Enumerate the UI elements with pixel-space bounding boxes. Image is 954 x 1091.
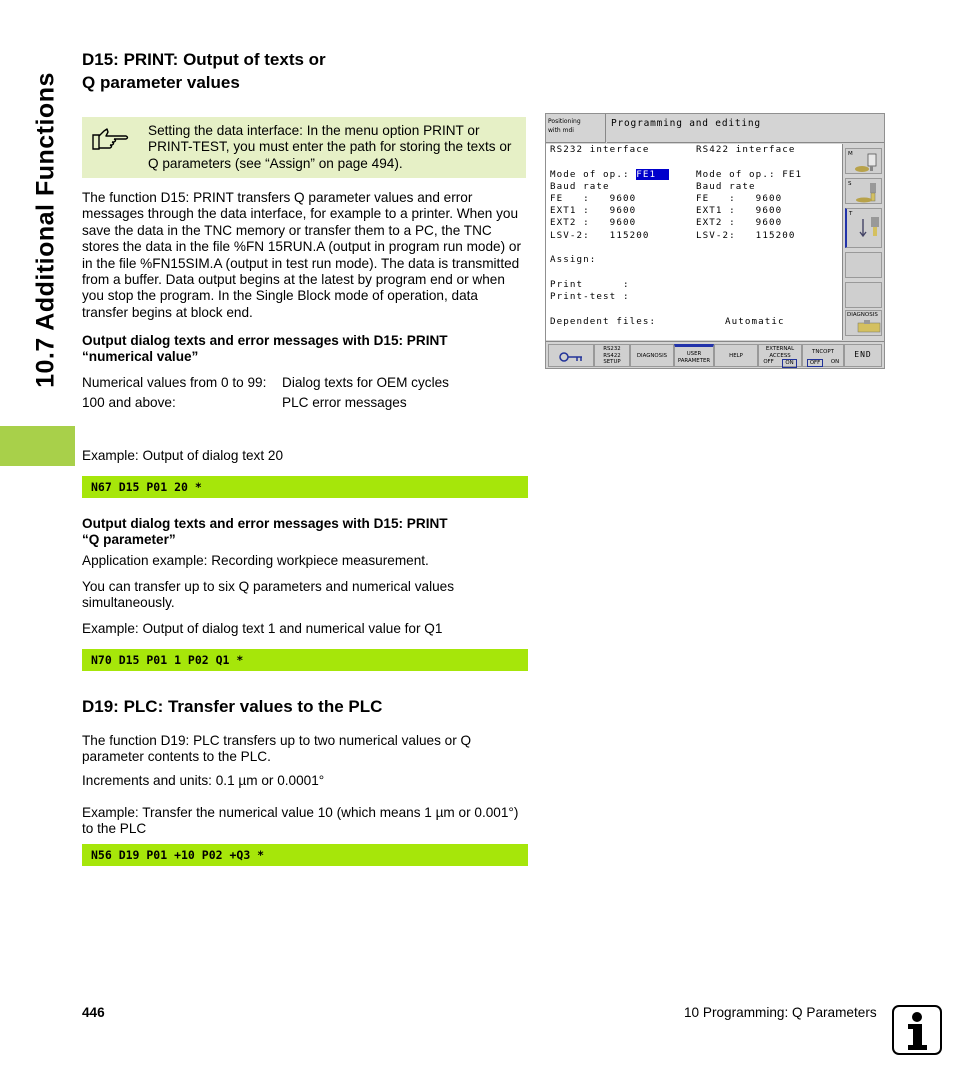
rs422-lsv-row: LSV-2: 115200 [696,230,796,241]
rs232-mode-row [550,169,669,180]
table-range-0: Numerical values from 0 to 99: [82,375,267,390]
example1-caption: Example: Output of dialog text 20 [82,448,284,463]
table-desc-1: PLC error messages [282,395,407,410]
side-key-blank-1[interactable] [845,252,882,278]
paragraph-d19-intro: The function D19: PLC transfers up to two numerical values or Q parameter contents to the PLC. [82,733,472,765]
rs232-mode-label: Mode of op.: [550,169,630,180]
rs422-header: RS422 interface [696,144,796,155]
softkey-end[interactable] [844,344,882,367]
softkey-rs-setup[interactable] [594,344,630,367]
rs422-baud-label: Baud rate [696,181,756,192]
rs422-ext2-row: EXT2 : 9600 [696,217,783,228]
softkey-user-l1: USER [686,351,702,357]
screen-main-area [546,144,843,340]
softkey-external-access[interactable] [758,344,802,367]
page-number: 446 [82,1005,105,1020]
softkey-help[interactable] [714,344,758,367]
screen-mode-indicator [546,114,606,143]
softkey-diagnosis[interactable] [630,344,674,367]
table-range-1: 100 and above: [82,395,176,410]
note-box [82,117,526,178]
heading-d15 [82,48,326,94]
rs232-header: RS232 interface [550,144,650,155]
chapter-footer: 10 Programming: Q Parameters [684,1005,877,1020]
subheading2-line1: Output dialog texts and error messages with D15: PRINT [82,516,448,531]
heading-d15-line1: D15: PRINT: Output of texts or [82,50,326,69]
softkey-rs-l2: RS422 [603,352,621,359]
code-block-1: N67 D15 P01 20 * [82,476,528,498]
softkey-user-parameter[interactable] [674,344,714,367]
tool-icon [854,183,880,203]
softkey-rs-l3: SETUP [603,359,621,365]
subheading1-line2: “numerical value” [82,349,199,365]
rs232-ext2-row: EXT2 : 9600 [550,217,637,228]
rs232-baud-label: Baud rate [550,181,610,192]
paragraph-d15-intro: The function D15: PRINT transfers Q parameter values and error messages through the data interface, for example to a printer. When you save the data in the TNC memory or transfer them to a PC, the TNC stores the data in the file %FN 15RUN.A (output in program run mode) or in the file %FN15SIM.A (output in test run mode). The data is transmitted from a buffer. Data output begins at the latest by program end or when you stop the program. In the Single Block mode of operation, data transfer begins at block end. [82,190,521,320]
rs232-ext1-row: EXT1 : 9600 [550,205,637,216]
screen-title: Programming and editing [607,114,884,143]
rs232-fe-row: FE : 9600 [550,193,637,204]
code-block-2: N70 D15 P01 1 P02 Q1 * [82,649,528,671]
info-icon [892,1005,942,1055]
side-key-t-label: T [849,211,853,217]
softkey-tncopt-on: ON [830,358,840,365]
rs232-mode-value[interactable]: FE1 [636,169,657,180]
tnc-screenshot [545,113,885,369]
example3-caption: Example: Transfer the numerical value 10 (which means 1 µm or 0.001°) to the PLC [82,805,519,837]
side-key-diagnosis[interactable] [845,310,882,336]
softkey-end-label: END [854,350,872,359]
subheading1-line1: Output dialog texts and error messages with D15: PRINT [82,333,448,348]
side-key-s[interactable] [845,178,882,204]
side-key-m-label: M [848,151,853,157]
softkey-tncopt-off: OFF [807,359,823,368]
rs422-mode-row: Mode of op.: FE1 [696,169,803,180]
rs422-ext1-row: EXT1 : 9600 [696,205,783,216]
screen-softkey-bar [546,341,884,369]
assign-label: Assign: [550,254,597,265]
dependent-files-value[interactable]: Automatic [725,316,785,327]
chapter-tab-marker [0,426,75,466]
softkey-ext-l2: ACCESS [769,352,791,359]
paragraph-six-parameters: You can transfer up to six Q parameters and numerical values simultaneously. [82,579,455,611]
rs232-lsv-row: LSV-2: 115200 [550,230,650,241]
subheading-numerical-value [82,333,528,366]
softkey-tncopt-label: TNCOPT [812,349,834,355]
info-i-glyph [894,1007,940,1053]
subheading-q-parameter [82,516,528,549]
print-row[interactable]: Print : [550,279,630,290]
machine-icon [856,320,882,334]
softkey-ext-off: OFF [763,359,774,365]
screen-mode-line2: with mdi [548,127,574,134]
increments-units: Increments and units: 0.1 µm or 0.0001° [82,773,325,788]
softkey-tncopt[interactable] [802,344,844,367]
softkey-diagnosis-label: DIAGNOSIS [636,353,668,359]
screen-side-softkeys [843,144,884,340]
subheading2-line2: “Q parameter” [82,532,176,548]
softkey-help-label: HELP [729,353,743,359]
heading-d15-line2: Q parameter values [82,73,240,92]
dependent-files-label: Dependent files: [550,316,657,327]
side-key-diagnosis-label: DIAGNOSIS [847,312,878,318]
spindle-icon [854,153,880,173]
softkey-rs-l1: RS232 [603,346,621,352]
softkey-ext-l1: EXTERNAL [765,346,795,352]
side-key-m[interactable] [845,148,882,174]
softkey-ext-on: ON [782,359,796,368]
side-key-blank-2[interactable] [845,282,882,308]
key-icon [558,351,584,363]
table-desc-0: Dialog texts for OEM cycles [282,375,449,390]
code-block-3: N56 D19 P01 +10 P02 +Q3 * [82,844,528,866]
chapter-side-title [24,50,68,410]
rs422-fe-row: FE : 9600 [696,193,783,204]
side-key-t[interactable] [845,208,882,248]
application-example: Application example: Recording workpiece measurement. [82,553,429,568]
side-key-s-label: S [848,181,852,187]
pointing-hand-icon [90,125,130,153]
screen-mode-line1: Positioning [548,118,581,125]
example2-caption: Example: Output of dialog text 1 and numerical value for Q1 [82,621,443,636]
softkey-user-l2: PARAMETER [677,357,711,364]
print-test-row[interactable]: Print-test : [550,291,630,302]
note-text: Setting the data interface: In the menu option PRINT or PRINT-TEST, you must enter the path for storing the texts or Q parameters (see “Assign” on page 494). [148,123,512,171]
softkey-key[interactable] [548,344,594,367]
heading-d19: D19: PLC: Transfer values to the PLC [82,697,383,716]
tool-change-icon [857,215,883,239]
side-title-text: 10.7 Additional Functions [31,72,60,388]
